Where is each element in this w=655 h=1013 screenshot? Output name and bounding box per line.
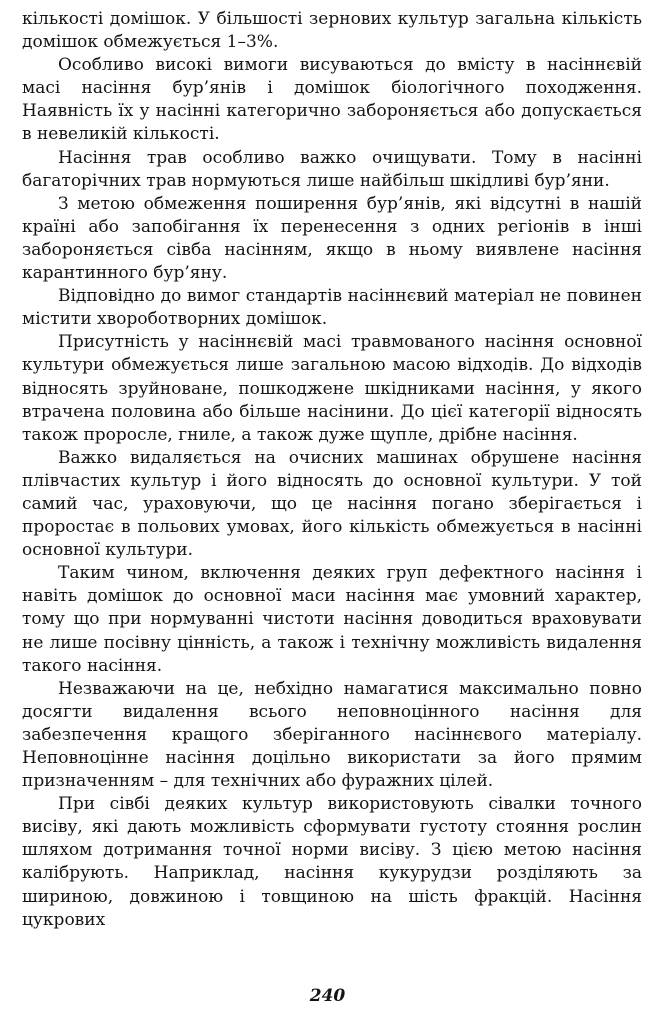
page-body xyxy=(22,8,642,932)
paragraph-10: При сівбі деяких культур використовують сівалки точного висіву, які дають можливість сформувати густоту стояння рослин шляхом дотримання точної норми висіву. З цією метою насіння калібрують. Наприклад, насіння кукурудзи розділяють за шириною, довжиною і товщиною на шість фракцій. Насіння цукрових xyxy=(22,794,642,930)
paragraph-7: Важко видаляється на очисних машинах обрушене насіння плівчастих культур і його відносять до основної культури. У той самий час, ураховуючи, що це насіння погано зберігається і проростає в польових умовах, його кількість обмежується в насінні основної культури. xyxy=(22,447,642,561)
paragraph-3: Насіння трав особливо важко очищувати. Тому в насінні багаторічних трав нормуються лише найбільш шкідливі бур’яни. xyxy=(22,147,642,191)
paragraph-1: кількості домішок. У більшості зернових культур загальна кількість домішок обмежується 1–3%. xyxy=(22,9,642,53)
paragraph-4: З метою обмеження поширення бур’янів, які відсутні в нашій країні або запобігання їх перенесення з одних регіонів в інші забороняється сівба насінням, якщо в ньому виявлене насіння карантинного бур’яну. xyxy=(22,193,642,284)
paragraph-9: Незважаючи на це, небхідно намагатися максимально повно досягти видалення всього неповноцінного насіння для забезпечення кращого зберіганного насіннєвого матеріалу. Неповноцінне насіння доцільно використати за його прямим призначенням – для технічних або фуражних цілей. xyxy=(22,678,642,792)
paragraph-5: Відповідно до вимог стандартів насіннєвий матеріал не повинен містити хвороботворних домішок. xyxy=(22,286,642,330)
paragraph-6: Присутність у насіннєвій масі травмованого насіння основної культури обмежується лише загальною масою відходів. До відходів відносять зруйноване, пошкоджене шкідниками насіння, у якого втрачена половина або більше насінини. До цієї категорії відносять також проросле, гниле, а також дуже щупле, дрібне насіння. xyxy=(22,332,642,445)
paragraph-2: Особливо високі вимоги висуваються до вмісту в насіннєвій масі насіння бур’янів і домішок біологічного походження. Наявність їх у насінні категорично забороняється або допускається в невеликій кількості. xyxy=(22,55,642,145)
paragraph-8: Таким чином, включення деяких груп дефектного насіння і навіть домішок до основної маси насіння має умовний характер, тому що при нормуванні чистоти насіння доводиться враховувати не лише посівну цінність, а також і технічну можливість видалення такого насіння. xyxy=(22,563,642,676)
page-number: 240 xyxy=(309,986,346,1006)
